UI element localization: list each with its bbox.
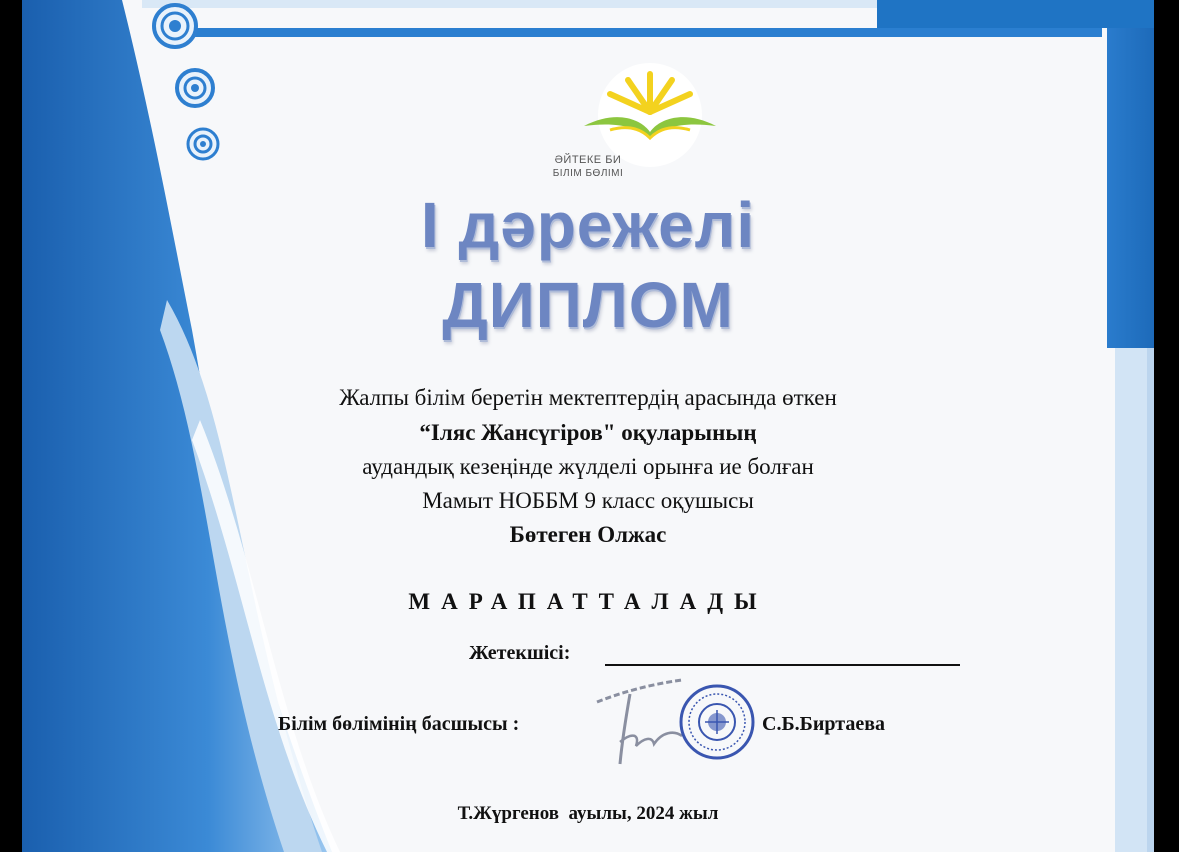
logo-caption-line2: БІЛІМ БӨЛІМІ	[552, 168, 624, 179]
diploma-degree-title: І дәрежелі	[420, 189, 756, 261]
official-stamp-icon	[677, 682, 757, 762]
diploma-title: ДИПЛОМ	[442, 269, 734, 341]
body-line-1: Жалпы білім беретін мектептердің арасында өткен	[339, 385, 837, 410]
body-line-3: аудандық кезеңінде жүлделі орынға ие болған	[362, 454, 814, 479]
signature-line	[605, 664, 960, 666]
supervisor-label: Жетекшісі:	[469, 642, 571, 664]
award-heading: МАРАПАТТАЛАДЫ	[408, 589, 768, 614]
body-line-4: Мамыт НОББМ 9 класс оқушысы	[422, 488, 754, 513]
head-label: Білім бөлімінің басшысы :	[278, 713, 520, 735]
recipient-name: Бөтеген Олжас	[509, 522, 667, 547]
footer-place-date: Т.Жүргенов ауылы, 2024 жыл	[457, 803, 719, 824]
logo-caption-line1: ӘЙТЕКЕ БИ	[554, 154, 622, 166]
head-name: С.Б.Биртаева	[762, 713, 886, 735]
diploma-sheet	[22, 0, 1154, 852]
body-line-2: “Іляс Жансүгіров" оқуларының	[419, 420, 757, 445]
